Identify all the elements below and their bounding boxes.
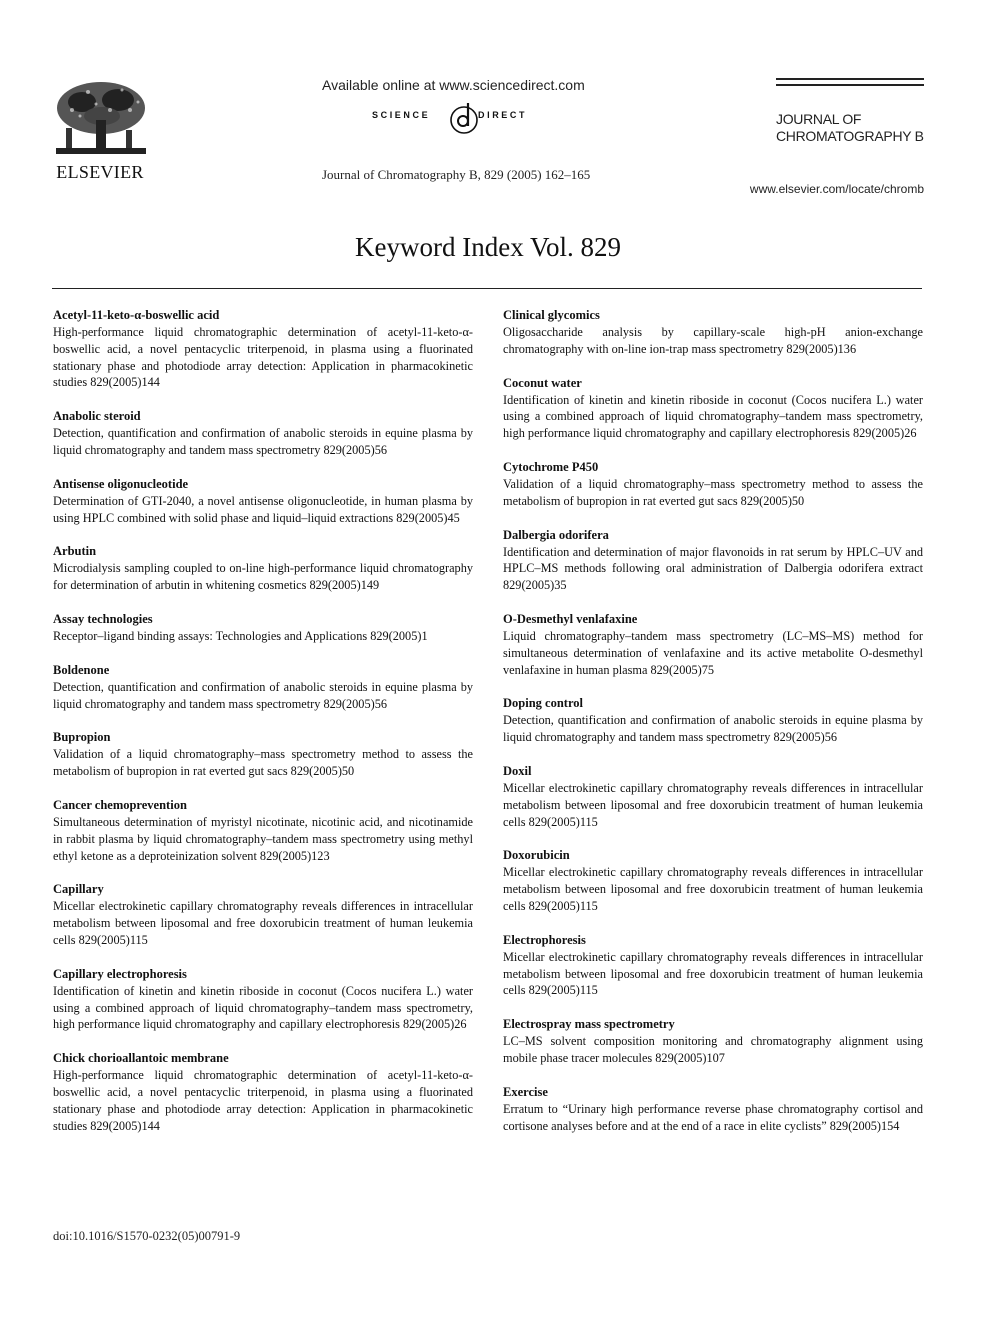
index-entry bbox=[503, 932, 923, 999]
index-entry bbox=[53, 408, 473, 459]
entry-description: Erratum to “Urinary high performance reverse phase chromatography cortisol and cortisone analyses before and at the end of a race in elite cyclists” 829(2005)154 bbox=[503, 1101, 923, 1133]
tree-icon bbox=[52, 80, 150, 160]
index-entry bbox=[503, 763, 923, 830]
sciencedirect-right-text: DIRECT bbox=[478, 110, 528, 120]
index-entry bbox=[53, 797, 473, 864]
entry-description: Micellar electrokinetic capillary chromatography reveals differences in intracellular metabolism between liposomal and free doxorubicin treatment of human leukemia cells 829(2005)115 bbox=[503, 865, 923, 913]
entry-description: Micellar electrokinetic capillary chromatography reveals differences in intracellular metabolism between liposomal and free doxorubicin treatment of human leukemia cells 829(2005)115 bbox=[53, 899, 473, 947]
entry-description: Detection, quantification and confirmation of anabolic steroids in equine plasma by liquid chromatography and tandem mass spectrometry 829(2005)56 bbox=[53, 679, 473, 711]
entry-keyword: Arbutin bbox=[53, 544, 97, 559]
rule-line bbox=[776, 84, 924, 86]
entry-keyword: Cancer chemoprevention bbox=[53, 797, 187, 812]
entry-description: Detection, quantification and confirmation of anabolic steroids in equine plasma by liquid chromatography and tandem mass spectrometry 829(2005)56 bbox=[503, 713, 923, 745]
sciencedirect-d-icon bbox=[446, 98, 480, 136]
index-entry bbox=[53, 729, 473, 780]
entry-description: LC–MS solvent composition monitoring and chromatography alignment using mobile phase tracer molecules 829(2005)107 bbox=[503, 1034, 923, 1065]
entry-keyword: Assay technologies bbox=[53, 611, 153, 626]
entry-keyword: Electrophoresis bbox=[503, 932, 586, 947]
entry-keyword: Coconut water bbox=[503, 375, 582, 390]
entry-keyword: Boldenone bbox=[53, 662, 110, 677]
entry-description: Receptor–ligand binding assays: Technologies and Applications 829(2005)1 bbox=[53, 628, 428, 643]
entry-description: Identification of kinetin and kinetin riboside in coconut (Cocos nucifera L.) water using a combined approach of liquid chromatography–tandem mass spectrometry, high performance liquid chromatography and capillary electrophoresis 829(2005)26 bbox=[503, 392, 923, 441]
journal-url[interactable]: www.elsevier.com/locate/chromb bbox=[749, 182, 924, 196]
journal-citation: Journal of Chromatography B, 829 (2005) 162–165 bbox=[322, 167, 591, 182]
available-online-text: Available online at www.sciencedirect.com bbox=[322, 77, 585, 93]
index-entry bbox=[503, 847, 923, 914]
index-entry bbox=[503, 611, 923, 678]
index-entry bbox=[53, 611, 473, 645]
keyword-column-right bbox=[503, 307, 923, 1151]
entry-keyword: Bupropion bbox=[53, 730, 111, 745]
index-entry bbox=[53, 966, 473, 1033]
entry-description: Microdialysis sampling coupled to on-line high-performance liquid chromatography for determination of arbutin in whitening cosmetics 829(2005)149 bbox=[53, 561, 473, 593]
entry-keyword: O-Desmethyl venlafaxine bbox=[503, 611, 638, 626]
entry-keyword: Clinical glycomics bbox=[503, 308, 600, 322]
entry-description: Liquid chromatography–tandem mass spectrometry (LC–MS–MS) method for simultaneous determination of venlafaxine and its active metabolite O-desmethyl venlafaxine in human plasma 829(2005)75 bbox=[503, 628, 923, 677]
page-title: Keyword Index Vol. 829 bbox=[355, 232, 621, 262]
entry-keyword: Anabolic steroid bbox=[53, 409, 141, 424]
entry-keyword: Cytochrome P450 bbox=[503, 459, 599, 474]
entry-keyword: Chick chorioallantoic membrane bbox=[53, 1051, 229, 1066]
rule-line bbox=[776, 78, 924, 80]
entry-description: Simultaneous determination of myristyl nicotinate, nicotinic acid, and nicotinamide in rabbit plasma by liquid chromatography–tandem mass spectrometry using methyl ethyl ketone as a deproteinization solvent 829(2005)123 bbox=[53, 814, 473, 863]
entry-keyword: Capillary bbox=[53, 882, 104, 897]
index-entry bbox=[503, 1016, 923, 1067]
entry-description: Micellar electrokinetic capillary chromatography reveals differences in intracellular metabolism between liposomal and free doxorubicin treatment of human leukemia cells 829(2005)115 bbox=[503, 949, 923, 998]
entry-description: High-performance liquid chromatographic determination of acetyl-11-keto-α-boswellic acid, a novel pentacyclic triterpenoid, in plasma using a fluorinated stationary phase and photodiode array detection: Application in pharmacokinetic studies 829(2005)144 bbox=[53, 1068, 473, 1133]
sciencedirect-logo bbox=[372, 98, 572, 136]
entry-description: Identification of kinetin and kinetin riboside in coconut (Cocos nucifera L.) water using a combined approach of liquid chromatography–tandem mass spectrometry, high performance liquid chromatography and capillary electrophoresis 829(2005)26 bbox=[53, 983, 473, 1032]
index-entry bbox=[53, 662, 473, 713]
index-entry bbox=[53, 307, 473, 391]
entry-description: Detection, quantification and confirmation of anabolic steroids in equine plasma by liquid chromatography and tandem mass spectrometry 829(2005)56 bbox=[53, 426, 473, 457]
sciencedirect-left-text: SCIENCE bbox=[372, 110, 431, 120]
entry-description: Oligosaccharide analysis by capillary-scale high-pH anion-exchange chromatography with on-line ion-trap mass spectrometry 829(2005)136 bbox=[503, 325, 923, 356]
entry-description: Identification and determination of major flavonoids in rat serum by HPLC–UV and HPLC–MS methods following oral administration of Dalbergia odorifera extract 829(2005)35 bbox=[503, 544, 923, 593]
entry-keyword: Capillary electrophoresis bbox=[53, 966, 187, 981]
index-entry bbox=[503, 527, 923, 594]
journal-rules bbox=[776, 78, 924, 90]
entry-keyword: Dalbergia odorifera bbox=[503, 527, 609, 542]
entry-description: Determination of GTI-2040, a novel antisense oligonucleotide, in human plasma by using HPLC combined with solid phase and liquid–liquid extractions 829(2005)45 bbox=[53, 493, 473, 525]
index-entry bbox=[503, 459, 923, 510]
entry-description: Validation of a liquid chromatography–mass spectrometry method to assess the metabolism of bupropion in rat everted gut sacs 829(2005)50 bbox=[503, 476, 923, 508]
index-entry bbox=[503, 695, 923, 746]
page-header bbox=[0, 0, 992, 215]
index-entry bbox=[503, 307, 923, 358]
index-entry bbox=[53, 881, 473, 948]
entry-keyword: Exercise bbox=[503, 1084, 548, 1099]
index-entry bbox=[503, 1084, 923, 1135]
journal-title-line1: JOURNAL OF bbox=[776, 111, 862, 127]
entry-keyword: Doxil bbox=[503, 763, 532, 778]
title-divider bbox=[52, 288, 922, 289]
index-entry bbox=[503, 375, 923, 442]
doi: doi:10.1016/S1570-0232(05)00791-9 bbox=[53, 1229, 241, 1243]
index-entry bbox=[53, 1050, 473, 1134]
journal-title-line2: CHROMATOGRAPHY B bbox=[776, 128, 924, 144]
entry-keyword: Antisense oligonucleotide bbox=[53, 476, 189, 491]
entry-keyword: Acetyl-11-keto-α-boswellic acid bbox=[53, 308, 220, 322]
entry-keyword: Electrospray mass spectrometry bbox=[503, 1017, 675, 1032]
keyword-column-left bbox=[53, 307, 473, 1151]
publisher-name: ELSEVIER bbox=[56, 162, 144, 182]
entry-description: Micellar electrokinetic capillary chromatography reveals differences in intracellular metabolism between liposomal and free doxorubicin treatment of human leukemia cells 829(2005)115 bbox=[503, 780, 923, 829]
index-entry bbox=[53, 476, 473, 527]
entry-description: Validation of a liquid chromatography–mass spectrometry method to assess the metabolism of bupropion in rat everted gut sacs 829(2005)50 bbox=[53, 747, 473, 779]
journal-title bbox=[776, 111, 936, 145]
entry-keyword: Doxorubicin bbox=[503, 848, 570, 863]
entry-description: High-performance liquid chromatographic determination of acetyl-11-keto-α-boswellic acid, a novel pentacyclic triterpenoid, in plasma using a fluorinated stationary phase and photodiode array detection: Application in pharmacokinetic studies 829(2005)144 bbox=[53, 325, 473, 390]
entry-keyword: Doping control bbox=[503, 696, 583, 711]
index-entry bbox=[53, 543, 473, 594]
